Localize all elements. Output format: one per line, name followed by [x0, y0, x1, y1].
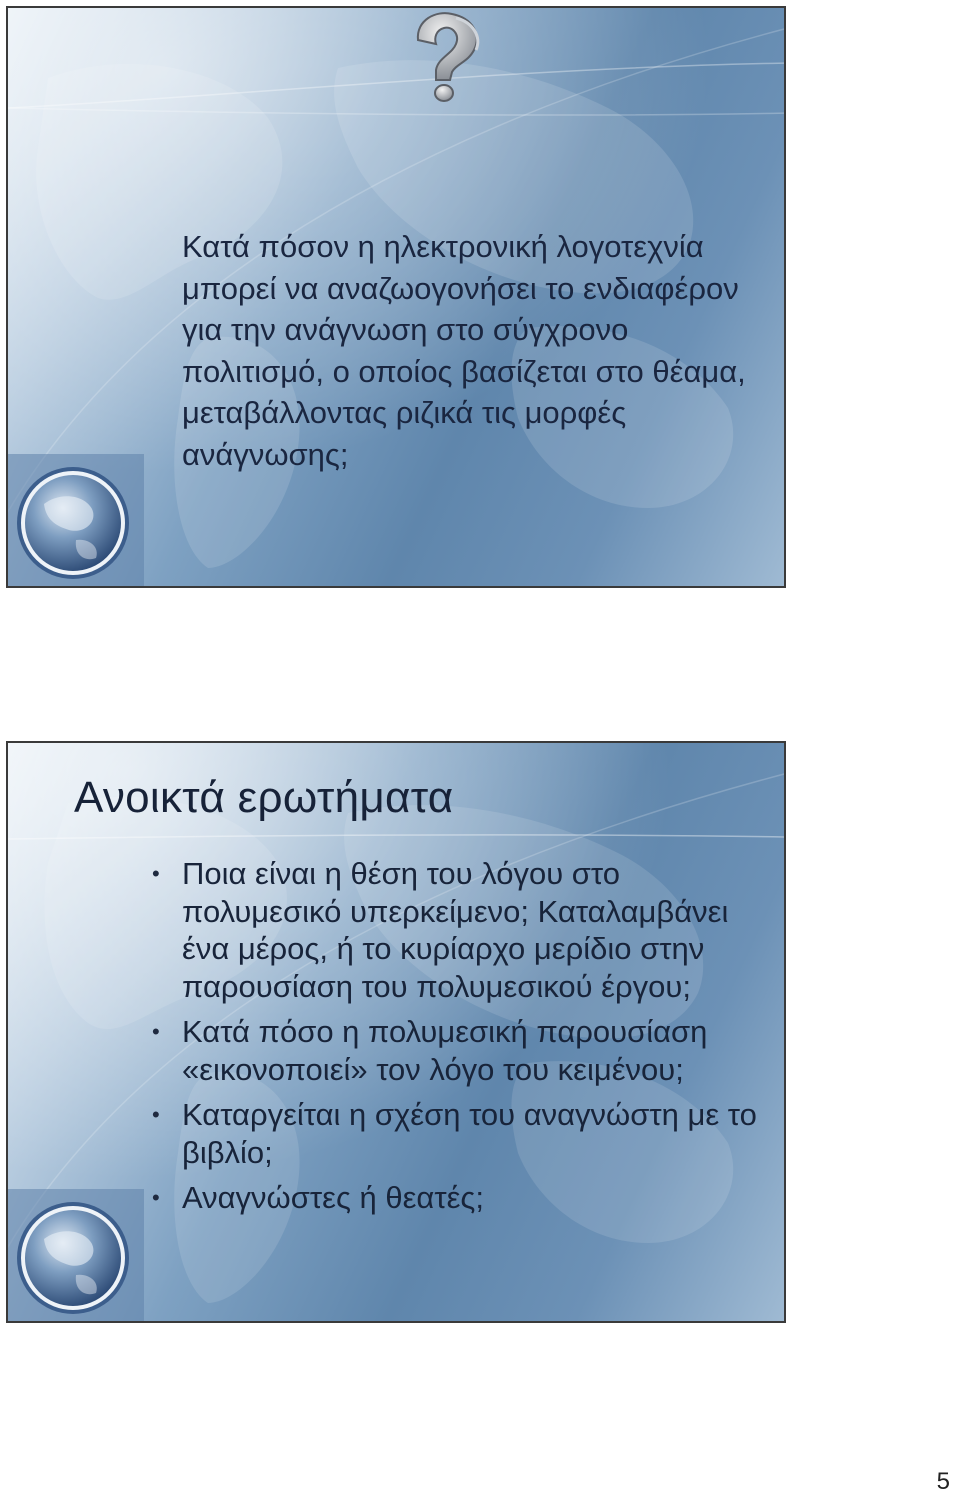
slide-1-question: Κατά πόσον η ηλεκτρονική λογοτεχνία μπορεί να αναζωογονήσει το ενδιαφέρον για την ανάγνωση στο σύγχρονο πολιτισμό, ο οποίος βασίζεται στο θέαμα, μεταβάλλοντας ριζικά τις μορφές ανάγνωσης;: [182, 229, 746, 472]
bullet-text: Ποια είναι η θέση του λόγου στο πολυμεσικό υπερκείμενο; Καταλαμβάνει ένα μέρος, ή το κυρίαρχο μερίδιο στην παρουσίαση του πολυμεσικού έργου;: [182, 856, 729, 1004]
bullet-text: Αναγνώστες ή θεατές;: [182, 1180, 484, 1215]
question-mark-icon: [396, 10, 492, 104]
globe-icon: [14, 1199, 132, 1317]
slide-2: [6, 741, 786, 1323]
slide-2-title: Ανοικτά ερωτήματα: [74, 773, 454, 822]
bullet-list: [148, 855, 768, 1225]
globe-icon: [14, 464, 132, 582]
bullet-item: [148, 855, 768, 1005]
bullet-dot-icon: •: [152, 861, 160, 886]
bullet-text: Κατά πόσο η πολυμεσική παρουσίαση «εικονοποιεί» τον λόγο του κειμένου;: [182, 1014, 708, 1087]
bullet-item: [148, 1179, 768, 1217]
page-number: 5: [936, 1468, 950, 1495]
bullet-dot-icon: •: [152, 1019, 160, 1044]
bullet-dot-icon: •: [152, 1185, 160, 1210]
bullet-text: Καταργείται η σχέση του αναγνώστη με το βιβλίο;: [182, 1097, 757, 1170]
slide-1: [6, 6, 786, 588]
bullet-dot-icon: •: [152, 1102, 160, 1127]
bullet-item: [148, 1013, 768, 1088]
bullet-item: [148, 1096, 768, 1171]
